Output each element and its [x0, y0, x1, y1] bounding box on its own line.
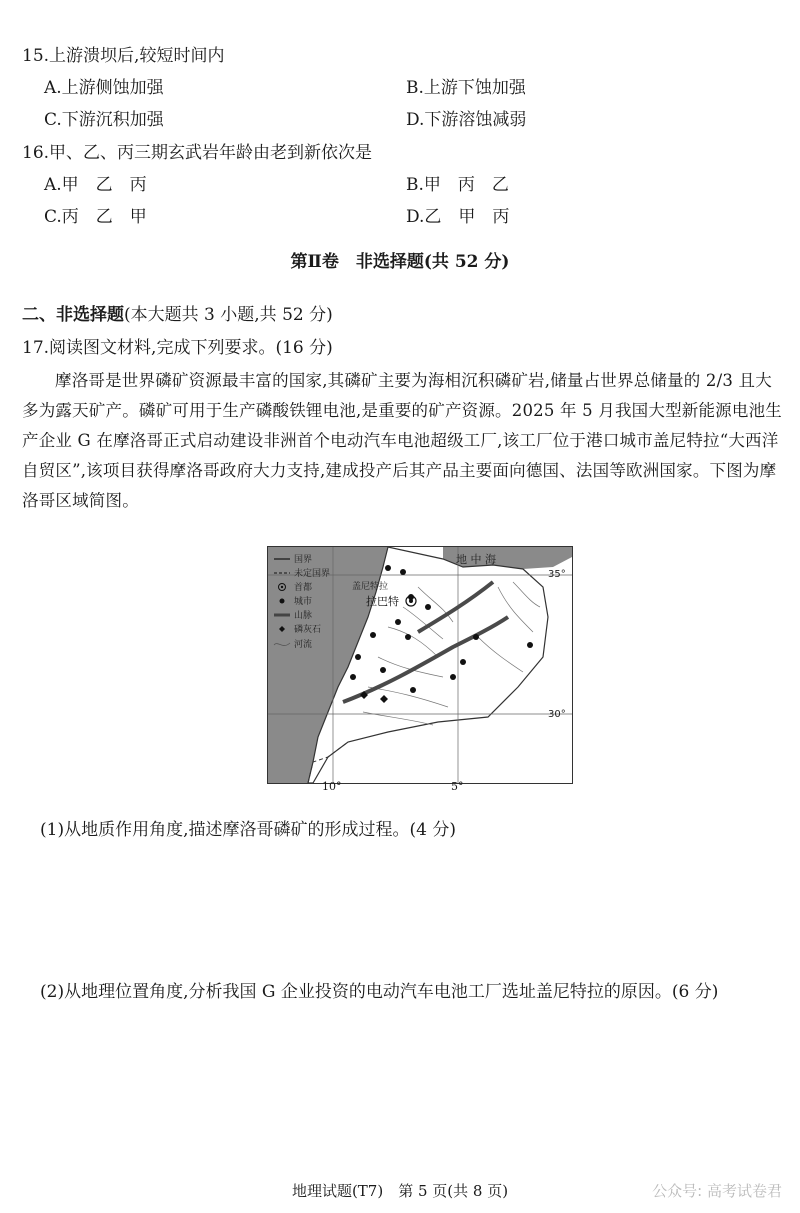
q15-option-a: A.上游侧蚀加强 [44, 78, 164, 98]
sea-label: 地 中 海 [456, 553, 496, 566]
legend-mountain: 山脉 [294, 611, 313, 621]
part2-title: 第Ⅱ卷 非选择题(共 52 分) [290, 252, 510, 272]
page-footer: 地理试题(T7) 第 5 页(共 8 页) [291, 1182, 509, 1200]
watermark: 公众号: 高考试卷君 [652, 1182, 782, 1200]
section-title-rest: (本大题共 3 小题,共 52 分) [124, 305, 333, 325]
lon-5-label: 5° [451, 780, 464, 793]
legend-border: 国界 [294, 555, 313, 565]
q16-stem: 16.甲、乙、丙三期玄武岩年龄由老到新依次是 [22, 143, 373, 163]
city-label: 盖尼特拉 [352, 582, 389, 592]
q16-option-b: B.甲 丙 乙 [406, 175, 509, 195]
q17-sub2: (2)从地理位置角度,分析我国 G 企业投资的电动汽车电池工厂选址盖尼特拉的原因。(6 分) [40, 982, 719, 1002]
morocco-map [267, 546, 573, 784]
section-heading [22, 303, 333, 327]
q15-stem: 15.上游溃坝后,较短时间内 [22, 46, 225, 66]
q16-option-a: A.甲 乙 丙 [44, 175, 147, 195]
lat-35-label: 35° [548, 569, 566, 580]
q17-stem: 17.阅读图文材料,完成下列要求。(16 分) [22, 338, 333, 358]
legend-city: 城市 [294, 597, 313, 607]
q15-option-c: C.下游沉积加强 [44, 110, 164, 130]
section-title-bold: 二、非选择题 [22, 305, 124, 325]
capital-center [409, 599, 413, 603]
legend-capital: 首都 [294, 583, 313, 593]
q16-option-c: C.丙 乙 甲 [44, 207, 147, 227]
lon-10-label: 10° [322, 780, 342, 793]
q17-material: 摩洛哥是世界磷矿资源最丰富的国家,其磷矿主要为海相沉积磷矿岩,储量占世界总储量的 2/3 且大多为露天矿产。磷矿可用于生产磷酸铁锂电池,是重要的矿产资源。2025 年 5 月我国大型新能源电池生产企业 G 在摩洛哥正式启动建设非洲首个电动汽车电池超级工厂,该工厂位于港口城市盖尼特拉“大西洋自贸区”,该项目获得摩洛哥政府大力支持,建成投产后其产品主要面向德国、法国等欧洲国家。下图为摩洛哥区域简图。 [22, 371, 782, 510]
q17-sub1: (1)从地质作用角度,描述摩洛哥磷矿的形成过程。(4 分) [40, 820, 456, 840]
legend-river: 河流 [294, 640, 313, 650]
q16-option-d: D.乙 甲 丙 [406, 207, 510, 227]
map-svg [268, 547, 572, 783]
legend-phosphate: 磷灰石 [294, 625, 322, 635]
legend-undetermined-border: 未定国界 [294, 569, 331, 579]
q15-option-b: B.上游下蚀加强 [406, 78, 526, 98]
capital-label: 拉巴特 [366, 595, 399, 608]
q15-option-d: D.下游溶蚀减弱 [406, 110, 527, 130]
lat-30-label: 30° [548, 709, 566, 720]
